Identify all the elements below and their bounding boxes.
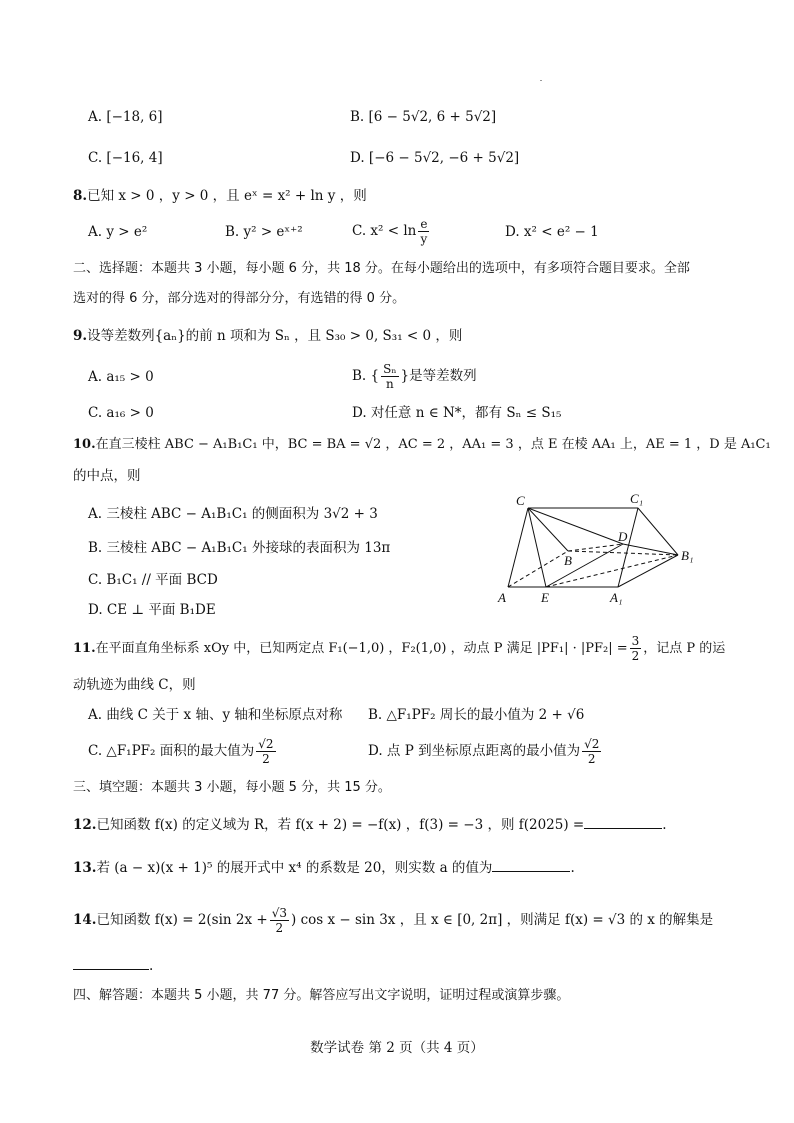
q9-option-a: A. a₁₅ > 0 bbox=[88, 369, 154, 385]
question-8 bbox=[73, 186, 367, 206]
period: . bbox=[570, 860, 575, 876]
option-b-suffix: }是等差数列 bbox=[400, 368, 477, 384]
edge-cd bbox=[528, 508, 623, 544]
q10-option-a: A. 三棱柱 ABC − A₁B₁C₁ 的侧面积为 3√2 + 3 bbox=[88, 506, 378, 522]
section-4-heading: 四、解答题：本题共 5 小题，共 77 分。解答应写出文字说明，证明过程或演算步骤。 bbox=[73, 988, 570, 1003]
label-a1: A₁ bbox=[610, 590, 623, 605]
page-footer: 数学试卷 第 2 页（共 4 页） bbox=[310, 1040, 484, 1056]
question-number: 14. bbox=[73, 912, 97, 928]
question-stem: 在直三棱柱 ABC − A₁B₁C₁ 中，BC = BA = √2 ，AC = 2 ，AA₁ = 3 ，点 E 在棱 AA₁ 上，AE = 1 ，D 是 A₁C₁ bbox=[95, 437, 771, 452]
label-d: D bbox=[618, 529, 628, 544]
label-a: A bbox=[498, 590, 506, 605]
question-number: 10. bbox=[73, 437, 96, 452]
question-stem: 设等差数列{aₙ}的前 n 项和为 Sₙ ，且 S₃₀ > 0, S₃₁ < 0 ，则 bbox=[87, 328, 463, 344]
answer-blank[interactable] bbox=[73, 955, 149, 970]
question-stem-end: ) cos x − sin 3x ，且 x ∈ [0, 2π] ，则满足 f(x) = √3 的 x 的解集是 bbox=[291, 912, 714, 928]
section-2-heading: 二、选择题：本题共 3 小题，每小题 6 分，共 18 分。在每小题给出的选项中，有多项符合题目要求。全部 bbox=[73, 261, 690, 276]
edge-bd-hidden bbox=[568, 544, 623, 551]
q10-option-b: B. 三棱柱 ABC − A₁B₁C₁ 外接球的表面积为 13π bbox=[88, 540, 391, 556]
section-2-heading-cont: 选对的得 6 分，部分选对的得部分分，有选错的得 0 分。 bbox=[73, 291, 406, 306]
question-number: 11. bbox=[73, 641, 96, 656]
question-stem-end: ，记点 P 的运 bbox=[643, 641, 726, 656]
label-b: B bbox=[564, 553, 572, 568]
option-c-prefix: C. x² < ln bbox=[352, 223, 417, 239]
fraction-denominator: n bbox=[385, 377, 394, 391]
edge-ce bbox=[528, 508, 546, 587]
prism-figure bbox=[490, 485, 710, 610]
fraction bbox=[630, 634, 642, 663]
question-stem: 已知函数 f(x) = 2(sin 2x + bbox=[96, 912, 268, 928]
answer-blank[interactable] bbox=[584, 814, 662, 829]
label-b1: B₁ bbox=[681, 548, 694, 563]
label-c1: C₁ bbox=[630, 491, 644, 506]
question-11-stem-cont: 动轨迹为曲线 C，则 bbox=[73, 677, 196, 693]
q8-option-c bbox=[352, 214, 431, 248]
q10-option-c: C. B₁C₁ // 平面 BCD bbox=[88, 572, 218, 588]
question-11 bbox=[73, 632, 725, 666]
label-e: E bbox=[541, 590, 549, 605]
q10-option-d: D. CE ⊥ 平面 B₁DE bbox=[88, 602, 216, 618]
q7-option-d: D. [−6 − 5√2, −6 + 5√2] bbox=[350, 150, 520, 166]
question-number: 9. bbox=[73, 328, 88, 344]
fraction-numerator: √2 bbox=[584, 737, 600, 751]
question-9 bbox=[73, 326, 462, 346]
option-d-prefix: D. 点 P 到坐标原点距离的最小值为 bbox=[368, 743, 581, 759]
question-12 bbox=[73, 814, 667, 835]
fraction bbox=[582, 737, 601, 766]
fraction bbox=[418, 217, 429, 246]
fraction-denominator: 2 bbox=[262, 752, 270, 766]
q11-option-b: B. △F₁PF₂ 周长的最小值为 2 + √6 bbox=[368, 707, 585, 723]
fraction-numerator: √3 bbox=[271, 906, 288, 920]
fraction-numerator: Sₙ bbox=[383, 362, 397, 376]
section-3-heading: 三、填空题：本题共 3 小题，每小题 5 分，共 15 分。 bbox=[73, 780, 391, 795]
q8-option-d: D. x² < e² − 1 bbox=[505, 224, 599, 240]
fraction bbox=[381, 362, 398, 391]
question-stem: 在平面直角坐标系 xOy 中，已知两定点 F₁(−1,0) ，F₂(1,0) ，动点 P 满足 |PF₁| · |PF₂| = bbox=[95, 641, 628, 656]
fraction-numerator: e bbox=[420, 217, 428, 231]
q11-option-d bbox=[368, 734, 603, 768]
answer-blank[interactable] bbox=[492, 857, 570, 872]
q7-option-c: C. [−16, 4] bbox=[88, 150, 163, 166]
q8-option-b: B. y² > eˣ⁺² bbox=[225, 224, 303, 240]
fraction bbox=[270, 906, 289, 935]
fraction-denominator: y bbox=[420, 232, 428, 246]
q7-option-b: B. [6 − 5√2, 6 + 5√2] bbox=[350, 109, 497, 125]
edge-a1c1 bbox=[618, 508, 638, 587]
option-b-prefix: B. { bbox=[352, 368, 380, 384]
scan-dot bbox=[540, 80, 542, 81]
question-stem: 已知函数 f(x) 的定义域为 R，若 f(x + 2) = −f(x) ，f(3) = −3 ，则 f(2025) = bbox=[96, 817, 585, 833]
fraction-denominator: 2 bbox=[275, 921, 284, 935]
period: . bbox=[149, 958, 154, 974]
question-14 bbox=[73, 900, 713, 940]
q11-option-a: A. 曲线 C 关于 x 轴、y 轴和坐标原点对称 bbox=[88, 707, 343, 723]
q8-option-a: A. y > e² bbox=[88, 224, 148, 240]
question-number: 12. bbox=[73, 817, 97, 833]
q9-option-b bbox=[352, 359, 477, 393]
q7-option-a: A. [−18, 6] bbox=[88, 109, 163, 125]
question-stem: 若 (a − x)(x + 1)⁵ 的展开式中 x⁴ 的系数是 20，则实数 a 的值为 bbox=[96, 860, 493, 876]
edge-ca bbox=[508, 508, 528, 587]
fraction-numerator: √2 bbox=[258, 737, 274, 751]
edge-ed bbox=[546, 544, 623, 587]
fraction-denominator: 2 bbox=[631, 649, 640, 663]
q9-option-c: C. a₁₆ > 0 bbox=[88, 405, 154, 421]
period: . bbox=[662, 817, 667, 833]
q9-option-d: D. 对任意 n ∈ N*，都有 Sₙ ≤ S₁₅ bbox=[352, 405, 562, 421]
edge-cb bbox=[528, 508, 568, 551]
question-stem: 已知 x > 0 ，y > 0 ，且 eˣ = x² + ln y ，则 bbox=[87, 188, 367, 204]
edge-ab-hidden bbox=[508, 551, 568, 587]
option-c-prefix: C. △F₁PF₂ 面积的最大值为 bbox=[88, 743, 255, 759]
question-13 bbox=[73, 857, 575, 878]
fraction-denominator: 2 bbox=[587, 752, 596, 766]
label-c: C bbox=[516, 493, 525, 508]
question-number: 13. bbox=[73, 860, 97, 876]
question-14-answer-line bbox=[73, 955, 153, 976]
question-10 bbox=[73, 435, 771, 455]
q11-option-c bbox=[88, 734, 278, 768]
fraction-numerator: 3 bbox=[631, 634, 640, 648]
edge-a1b1 bbox=[618, 555, 678, 587]
question-10-stem-cont: 的中点，则 bbox=[73, 468, 141, 484]
fraction bbox=[256, 737, 275, 766]
question-number: 8. bbox=[73, 188, 88, 204]
